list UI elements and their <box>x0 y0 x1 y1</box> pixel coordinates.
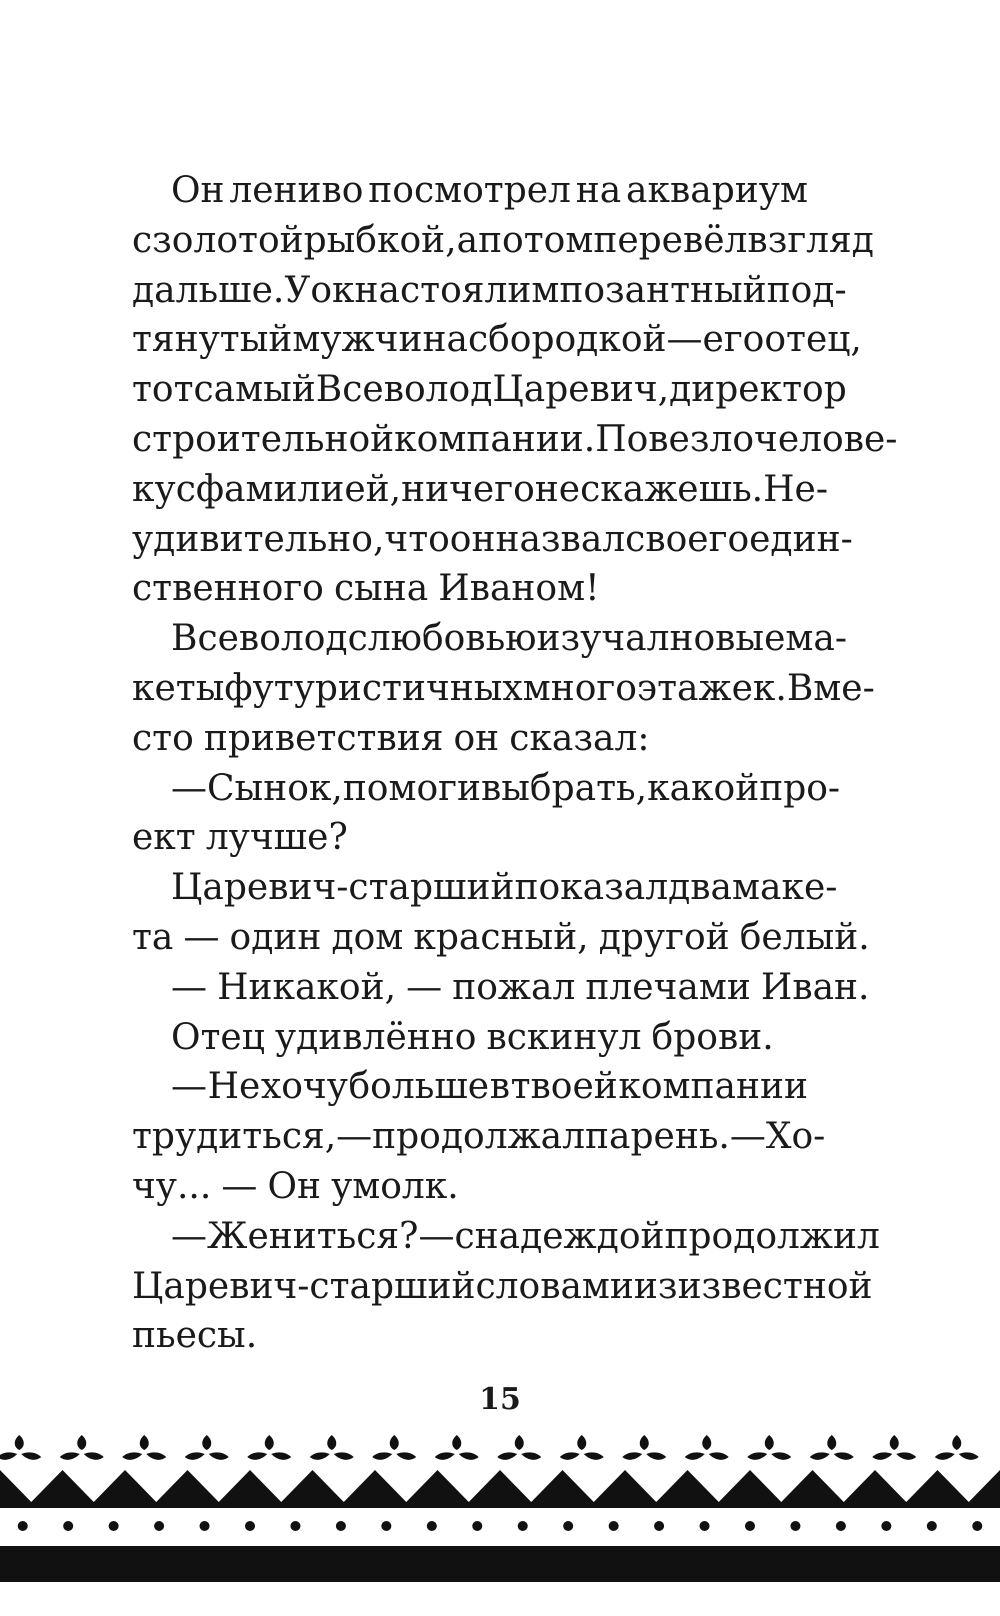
word: любовью <box>367 618 537 660</box>
word: пьесы. <box>132 1315 258 1357</box>
word: сто <box>132 717 194 759</box>
leaf-sprig-icon <box>60 1435 104 1460</box>
word: Всеволод <box>315 369 493 411</box>
text-line <box>132 963 870 1013</box>
word: многоэтажек. <box>522 667 787 709</box>
word: потом <box>478 219 594 261</box>
text-line <box>132 664 875 714</box>
dot-icon <box>472 1521 482 1531</box>
word: белый. <box>739 916 870 958</box>
word: продолжил <box>664 1215 880 1257</box>
leaf-sprig-icon <box>122 1435 166 1460</box>
word: трудиться, <box>132 1116 337 1158</box>
word: изучал <box>536 618 670 660</box>
word: взгляд <box>747 219 874 261</box>
word: един- <box>749 518 853 560</box>
text-line <box>132 315 862 365</box>
leaf-sprig-icon <box>872 1435 916 1460</box>
dot-icon <box>290 1521 300 1531</box>
word: Иваном! <box>438 568 600 610</box>
word: кеты <box>132 667 225 709</box>
body-text <box>132 166 898 1361</box>
word: ма- <box>785 618 848 660</box>
word: чу... <box>132 1165 212 1207</box>
text-line <box>132 913 870 963</box>
text-line <box>132 1112 826 1162</box>
word: Вме- <box>786 667 875 709</box>
word: сына <box>333 568 429 610</box>
word: помоги <box>342 767 482 809</box>
word: У <box>284 269 311 311</box>
dot-icon <box>63 1521 73 1531</box>
dot-icon <box>609 1521 619 1531</box>
dot-icon <box>336 1521 346 1531</box>
dot-icon <box>109 1521 119 1531</box>
word: тянутый <box>132 319 293 361</box>
dot-icon <box>154 1521 164 1531</box>
word: а <box>456 219 479 261</box>
word: какой <box>647 767 760 809</box>
word: с <box>467 319 489 361</box>
word: — <box>171 767 207 809</box>
word: — <box>406 966 443 1008</box>
word: отец, <box>764 319 862 361</box>
word: Царевич-старший <box>132 1265 476 1307</box>
text-line <box>132 465 828 515</box>
word: один <box>229 916 322 958</box>
word: больше <box>348 1066 490 1108</box>
text-line <box>132 863 838 913</box>
word: окна <box>310 269 400 311</box>
text-line <box>132 216 874 266</box>
word: с <box>347 618 368 660</box>
word: Повезло <box>595 418 755 460</box>
leaf-sprig-icon <box>747 1435 791 1460</box>
dot-icon <box>654 1521 664 1531</box>
leaf-sprig-icon <box>247 1435 291 1460</box>
word: самый <box>193 369 316 411</box>
leaf-sprig-icon <box>810 1435 854 1460</box>
leaf-sprig-icon <box>372 1435 416 1460</box>
text-line <box>132 813 808 863</box>
word: лучше? <box>205 817 348 859</box>
word: директор <box>669 369 847 411</box>
word: словами <box>475 1265 634 1307</box>
word: ничего <box>401 468 535 510</box>
word: удивительно, <box>132 518 385 560</box>
dot-icon <box>381 1521 391 1531</box>
bottom-bar <box>0 1546 1000 1582</box>
word: его <box>702 319 765 361</box>
word: рыбкой, <box>303 219 457 261</box>
leaf-sprig-icon <box>435 1435 479 1460</box>
word: он <box>453 717 500 759</box>
text-line <box>132 365 847 415</box>
word: бородкой <box>488 319 667 361</box>
word: в <box>489 1066 510 1108</box>
text-line <box>132 1262 873 1312</box>
word: пожал <box>452 966 576 1008</box>
word: умолк. <box>331 1165 459 1207</box>
word: Отец <box>171 1016 265 1058</box>
word: с <box>454 1215 475 1257</box>
word: приветствия <box>203 717 444 759</box>
word: Сынок, <box>207 767 343 809</box>
word: про- <box>759 767 841 809</box>
dot-icon <box>836 1521 846 1531</box>
leaf-sprig-icon <box>0 1435 41 1460</box>
word: Не- <box>763 468 828 510</box>
dot-icon <box>972 1521 982 1531</box>
word: тот <box>132 369 194 411</box>
word: своего <box>625 518 750 560</box>
dot-icon <box>427 1521 437 1531</box>
word: аквариум <box>626 170 808 211</box>
word: выбрать, <box>481 767 648 809</box>
word: — <box>171 1066 207 1108</box>
word: брови. <box>651 1016 774 1058</box>
word: не <box>534 468 581 510</box>
word: хочу <box>260 1066 348 1108</box>
word: — <box>221 1165 258 1207</box>
text-line <box>132 1062 808 1112</box>
word: стоял <box>399 269 508 311</box>
word: продолжал <box>372 1116 586 1158</box>
dot-icon <box>245 1521 255 1531</box>
word: надеждой <box>474 1215 665 1257</box>
word: челове- <box>754 418 898 460</box>
text-line <box>132 166 808 216</box>
word: Царевич, <box>492 369 670 411</box>
word: что <box>384 518 450 560</box>
leaf-sprig-icon <box>935 1435 979 1460</box>
word: ственного <box>132 568 324 610</box>
word: твоей <box>510 1066 618 1108</box>
leaf-sprig-icon <box>310 1435 354 1460</box>
word: Не <box>207 1066 261 1108</box>
text-line <box>132 515 853 565</box>
text-line <box>132 614 848 664</box>
dot-icon <box>745 1521 755 1531</box>
word: красный, <box>413 916 589 958</box>
leaf-sprig-icon <box>185 1435 229 1460</box>
dot-icon <box>927 1521 937 1531</box>
leaf-sprig-icon <box>622 1435 666 1460</box>
text-line <box>132 714 808 764</box>
word: маке- <box>732 867 838 909</box>
word: вскинул <box>486 1016 642 1058</box>
word: — <box>171 966 207 1008</box>
word: компании. <box>394 418 596 460</box>
dot-icon <box>790 1521 800 1531</box>
page-number: 15 <box>479 1382 521 1417</box>
leaf-sprig-icon <box>497 1435 541 1460</box>
word: ку <box>132 468 176 510</box>
word: с <box>175 468 196 510</box>
word: парень. <box>585 1116 730 1158</box>
word: из <box>633 1265 678 1307</box>
dot-icon <box>518 1521 528 1531</box>
word: Всеволод <box>171 618 348 660</box>
word: — <box>183 916 220 958</box>
dot-icon <box>700 1521 710 1531</box>
word: Он <box>267 1165 321 1207</box>
word: фамилией, <box>195 468 402 510</box>
word: назвал <box>495 518 626 560</box>
word: — <box>729 1116 766 1158</box>
word: удивлённо <box>274 1016 477 1058</box>
word: показал <box>514 867 669 909</box>
leaf-sprig-icon <box>560 1435 604 1460</box>
word: Жениться? <box>207 1215 419 1257</box>
text-line <box>132 415 898 465</box>
word: ект <box>132 817 196 859</box>
text-line <box>132 1311 808 1361</box>
word: — <box>171 1215 207 1257</box>
word: известной <box>677 1265 873 1307</box>
word: футуристичных <box>224 667 523 709</box>
word: плечами <box>585 966 751 1008</box>
word: — <box>666 319 703 361</box>
word: сказал: <box>509 717 650 759</box>
zigzag-band <box>0 1470 1000 1508</box>
dot-icon <box>563 1521 573 1531</box>
word: скажешь. <box>580 468 764 510</box>
text-line <box>132 1013 808 1063</box>
leaf-sprig-icon <box>685 1435 729 1460</box>
word: он <box>449 518 496 560</box>
text-line <box>132 1212 880 1262</box>
dot-icon <box>200 1521 210 1531</box>
word: — <box>418 1215 455 1257</box>
word: дальше. <box>132 269 285 311</box>
dot-icon <box>881 1521 891 1531</box>
word: лениво <box>229 170 364 211</box>
word: золотой <box>152 219 304 261</box>
word: компании <box>618 1066 808 1108</box>
word: другой <box>598 916 730 958</box>
word: под- <box>766 269 847 311</box>
word: строительной <box>132 418 395 460</box>
word: два <box>668 867 732 909</box>
word: на <box>575 170 622 211</box>
word: новые <box>669 618 786 660</box>
word: — <box>336 1116 373 1158</box>
dot-icon <box>18 1521 28 1531</box>
word: Хо- <box>765 1116 826 1158</box>
word: Никакой, <box>217 966 397 1008</box>
word: перевёл <box>593 219 748 261</box>
word: Он <box>171 170 225 211</box>
word: Царевич-старший <box>171 867 515 909</box>
text-line <box>132 564 808 614</box>
text-line <box>132 266 847 316</box>
text-line <box>132 764 841 814</box>
word: дом <box>331 916 404 958</box>
word: та <box>132 916 174 958</box>
word: импозантный <box>507 269 767 311</box>
decorative-border <box>0 1430 1000 1582</box>
word: с <box>132 219 153 261</box>
text-line <box>132 1162 808 1212</box>
word: посмотрел <box>368 170 571 211</box>
word: мужчина <box>292 319 468 361</box>
word: Иван. <box>760 966 870 1008</box>
